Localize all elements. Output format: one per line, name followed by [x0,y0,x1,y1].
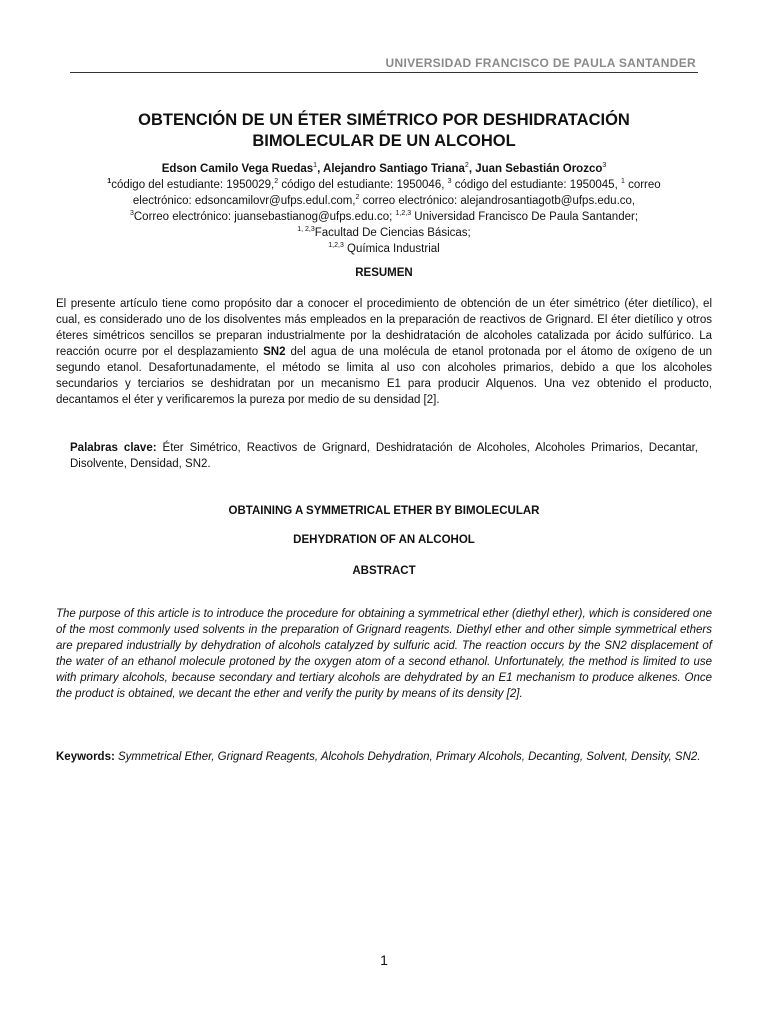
english-title-line-2: DEHYDRATION OF AN ALCOHOL [293,534,475,546]
header-rule [70,72,698,73]
palabras-clave-label: Palabras clave: [70,442,157,454]
paper-title [70,110,698,152]
author-block [70,161,698,257]
affiliation-line: electrónico: edsoncamilovr@ufps.edul.com,$^2$ correo electrónico: alejandrosantiagotb@ufps.edu.co, [132,194,636,207]
resumen-paragraph: El presente artículo tiene como propósito dar a conocer el procedimiento de obtención de un éter simétrico (éter dietílico), el cual, es considerado uno de los disolventes más empleados en la preparación de reactivos de Grignard. El éter dietílico y otros éteres simétricos sencillos se preparan industrialmente por la deshidratación de alcoholes catalizada por ácido sulfúrico. La reacción ocurre por el desplazamiento SN2 del agua de una molécula de etanol protonada por el átomo de oxígeno de un segundo etanol. Desafortunadamente, el método se limita al uso con alcoholes primarios, debido a que los alcoholes secundarios y terciarios se deshidratan por un mecanismo E1 para producir Alquenos. Una vez obtenido el producto, decantamos el éter y verificaremos la pureza por medio de su densidad [2]. [56,298,712,406]
keywords-label: Keywords: [56,751,115,763]
author-2: Alejandro Santiago Triana [323,163,465,175]
sn2-term: SN2 [263,346,286,358]
abstract-heading: ABSTRACT [352,565,416,577]
author-3: Juan Sebastián Orozco [475,163,603,175]
title-line-1: OBTENCIÓN DE UN ÉTER SIMÉTRICO POR DESHIDRATACIÓN [138,111,630,129]
keywords: Keywords: Symmetrical Ether, Grignard Reagents, Alcohols Dehydration, Primary Alcohols, Decanting, Solvent, Density, SN2. [56,751,701,763]
author-1: Edson Camilo Vega Ruedas [161,163,314,175]
affiliation-line: $^3$Correo electrónico: juansebastianog@ufps.edu.co; $^{1,2,3}$ Universidad Francisco De Paula Santander; [129,210,639,223]
affiliation-line: $^1$código del estudiante: 1950029,$^2$ código del estudiante: 1950046, $^3$ código del estudiante: 1950045, $^1$ correo [107,178,661,191]
affiliation-line: $^{1, 2,3}$Facultad De Ciencias Básicas; [297,226,471,239]
abstract-paragraph: The purpose of this article is to introduce the procedure for obtaining a symmetrical ether (diethyl ether), which is considered one of the most commonly used solvents in the preparation of Grignard reagents. Diethyl ether and other simple symmetrical ethers are prepared industrially by dehydration of alcohols catalyzed by sulfuric acid. The reaction occurs by the SN2 displacement of the water of an ethanol molecule protoned by the oxygen atom of a second ethanol. Unfortunately, the method is limited to use with primary alcohols, because secondary and tertiary alcohols are dehydrated by an E1 mechanism to produce alkenes. Once the product is obtained, we decant the ether and verify the purity by means of its density [2]. [56,608,712,700]
palabras-clave: Palabras clave: Éter Simétrico, Reactivos de Grignard, Deshidratación de Alcoholes, Alcoholes Primarios, Decantar, Disolvente, Densidad, SN2. [70,442,698,470]
title-line-2: BIMOLECULAR DE UN ALCOHOL [252,132,516,150]
english-title-line-1: OBTAINING A SYMMETRICAL ETHER BY BIMOLECULAR [228,505,540,517]
page-number: 1 [380,952,388,968]
affiliation-line: $^{1,2,3}$ Química Industrial [328,242,440,255]
resumen-heading: RESUMEN [355,267,413,279]
author-names: Edson Camilo Vega Ruedas$^1$, Alejandro Santiago Triana$^2$, Juan Sebastián Orozco$^3$ [161,162,607,175]
header-institution: UNIVERSIDAD FRANCISCO DE PAULA SANTANDER [385,56,696,70]
